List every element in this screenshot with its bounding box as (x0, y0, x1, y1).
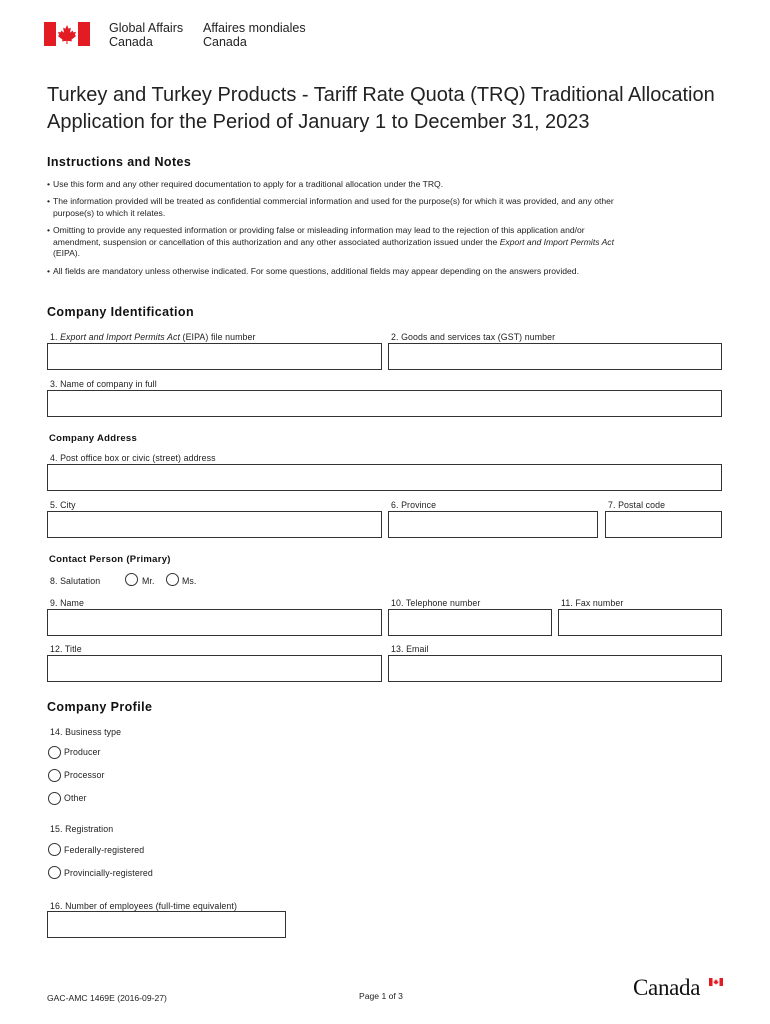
registration-provincial-label: Provincially-registered (64, 868, 153, 878)
fax-label: 11. Fax number (561, 598, 624, 608)
company-address-heading: Company Address (49, 433, 138, 444)
province-label: 6. Province (391, 500, 437, 510)
eipa-label-number: 1. (50, 332, 61, 342)
telephone-input[interactable] (388, 609, 552, 636)
business-type-processor-radio[interactable] (48, 769, 61, 782)
salutation-mr-radio[interactable] (125, 573, 138, 586)
form-title-line1: Turkey and Turkey Products - Tariff Rate Quota (TRQ) Traditional Allocation (47, 84, 715, 106)
instruction-text-2b: purpose(s) to which it relates. (53, 207, 166, 218)
form-title (47, 82, 747, 136)
business-type-label: 14. Business type (50, 727, 122, 737)
page-number: Page 1 of 3 (359, 991, 403, 1001)
form-title-line2: Application for the Period of January 1 to December 31, 2023 (47, 111, 590, 133)
company-profile-heading: Company Profile (47, 700, 153, 714)
business-type-processor-label: Processor (64, 770, 105, 780)
canada-wordmark: Canada (633, 975, 701, 1000)
salutation-label: 8. Salutation (50, 576, 101, 586)
wordmark-flag-icon (709, 978, 723, 986)
dept-fr-line2: Canada (203, 35, 247, 49)
email-label: 13. Email (391, 644, 429, 654)
salutation-mr-label: Mr. (142, 576, 155, 586)
street-address-input[interactable] (47, 464, 722, 491)
gst-number-input[interactable] (388, 343, 722, 370)
fax-input[interactable] (558, 609, 722, 636)
instruction-text-3b: amendment, suspension or cancellation of this authorization and any other associated authorization issued under the (53, 236, 500, 247)
dept-en-line2: Canada (109, 35, 153, 49)
eipa-file-number-label (50, 332, 256, 342)
registration-provincial-radio[interactable] (48, 866, 61, 879)
contact-person-heading: Contact Person (Primary) (49, 554, 171, 565)
contact-title-input[interactable] (47, 655, 382, 682)
postal-code-label: 7. Postal code (608, 500, 666, 510)
email-input[interactable] (388, 655, 722, 682)
instruction-text-1: Use this form and any other required documentation to apply for a traditional allocation under the TRQ. (53, 179, 444, 189)
company-identification-heading: Company Identification (47, 305, 195, 319)
postal-code-input[interactable] (605, 511, 722, 538)
dept-en-line1: Global Affairs (109, 21, 184, 35)
business-type-producer-label: Producer (64, 747, 101, 757)
contact-title-label: 12. Title (50, 644, 82, 654)
city-input[interactable] (47, 511, 382, 538)
form-id: GAC-AMC 1469E (2016-09-27) (47, 993, 167, 1003)
registration-federal-label: Federally-registered (64, 845, 145, 855)
instruction-text-2a: The information provided will be treated as confidential commercial information and used for the purpose(s) for which it was provided, and any other (53, 196, 614, 206)
city-label: 5. City (50, 500, 76, 510)
gst-number-label: 2. Goods and services tax (GST) number (391, 332, 556, 342)
instruction-bullet-1: • Use this form and any other required documentation to apply for a traditional allocation under the TRQ. (47, 179, 722, 191)
department-name-french (203, 21, 306, 49)
instruction-text-3c: (EIPA). (53, 248, 81, 258)
department-name-english (109, 21, 183, 49)
province-input[interactable] (388, 511, 598, 538)
instruction-bullet-3: • Omitting to provide any requested information or providing false or misleading information may lead to the rejection of this application and/or amendment, suspension or cancellation of this authorization and any other associated authorization issued under the Export and Import Permits Act (EIPA). (47, 225, 722, 261)
contact-name-input[interactable] (47, 609, 382, 636)
salutation-ms-label: Ms. (182, 576, 197, 586)
business-type-producer-radio[interactable] (48, 746, 61, 759)
registration-label: 15. Registration (50, 824, 114, 834)
instruction-text-4: All fields are mandatory unless otherwise indicated. For some questions, additional fields may appear depending on the answers provided. (53, 266, 579, 276)
instruction-bullet-4: • All fields are mandatory unless otherwise indicated. For some questions, additional fields may appear depending on the answers provided. (47, 266, 722, 278)
instructions-heading: Instructions and Notes (47, 155, 192, 169)
eipa-label-suffix: (EIPA) file number (180, 332, 256, 342)
eipa-label-act: Export and Import Permits Act (60, 332, 180, 342)
instruction-text-3b-act: Export and Import Permits Act (499, 236, 614, 247)
employees-label: 16. Number of employees (full-time equivalent) (50, 901, 237, 911)
business-type-other-label: Other (64, 793, 87, 803)
employees-input[interactable] (47, 911, 286, 938)
salutation-ms-radio[interactable] (166, 573, 179, 586)
telephone-label: 10. Telephone number (391, 598, 481, 608)
street-address-label: 4. Post office box or civic (street) address (50, 453, 216, 463)
instruction-text-3a: Omitting to provide any requested information or providing false or misleading information may lead to the rejection of this application and/or (53, 225, 585, 235)
canada-flag-icon (44, 22, 90, 46)
business-type-other-radio[interactable] (48, 792, 61, 805)
contact-name-label: 9. Name (50, 598, 84, 608)
company-name-label: 3. Name of company in full (50, 379, 157, 389)
registration-federal-radio[interactable] (48, 843, 61, 856)
eipa-file-number-input[interactable] (47, 343, 382, 370)
instruction-bullet-2: • The information provided will be treated as confidential commercial information and used for the purpose(s) for which it was provided, and any other purpose(s) to which it relates. (47, 196, 722, 220)
company-name-input[interactable] (47, 390, 722, 417)
dept-fr-line1: Affaires mondiales (203, 21, 306, 35)
